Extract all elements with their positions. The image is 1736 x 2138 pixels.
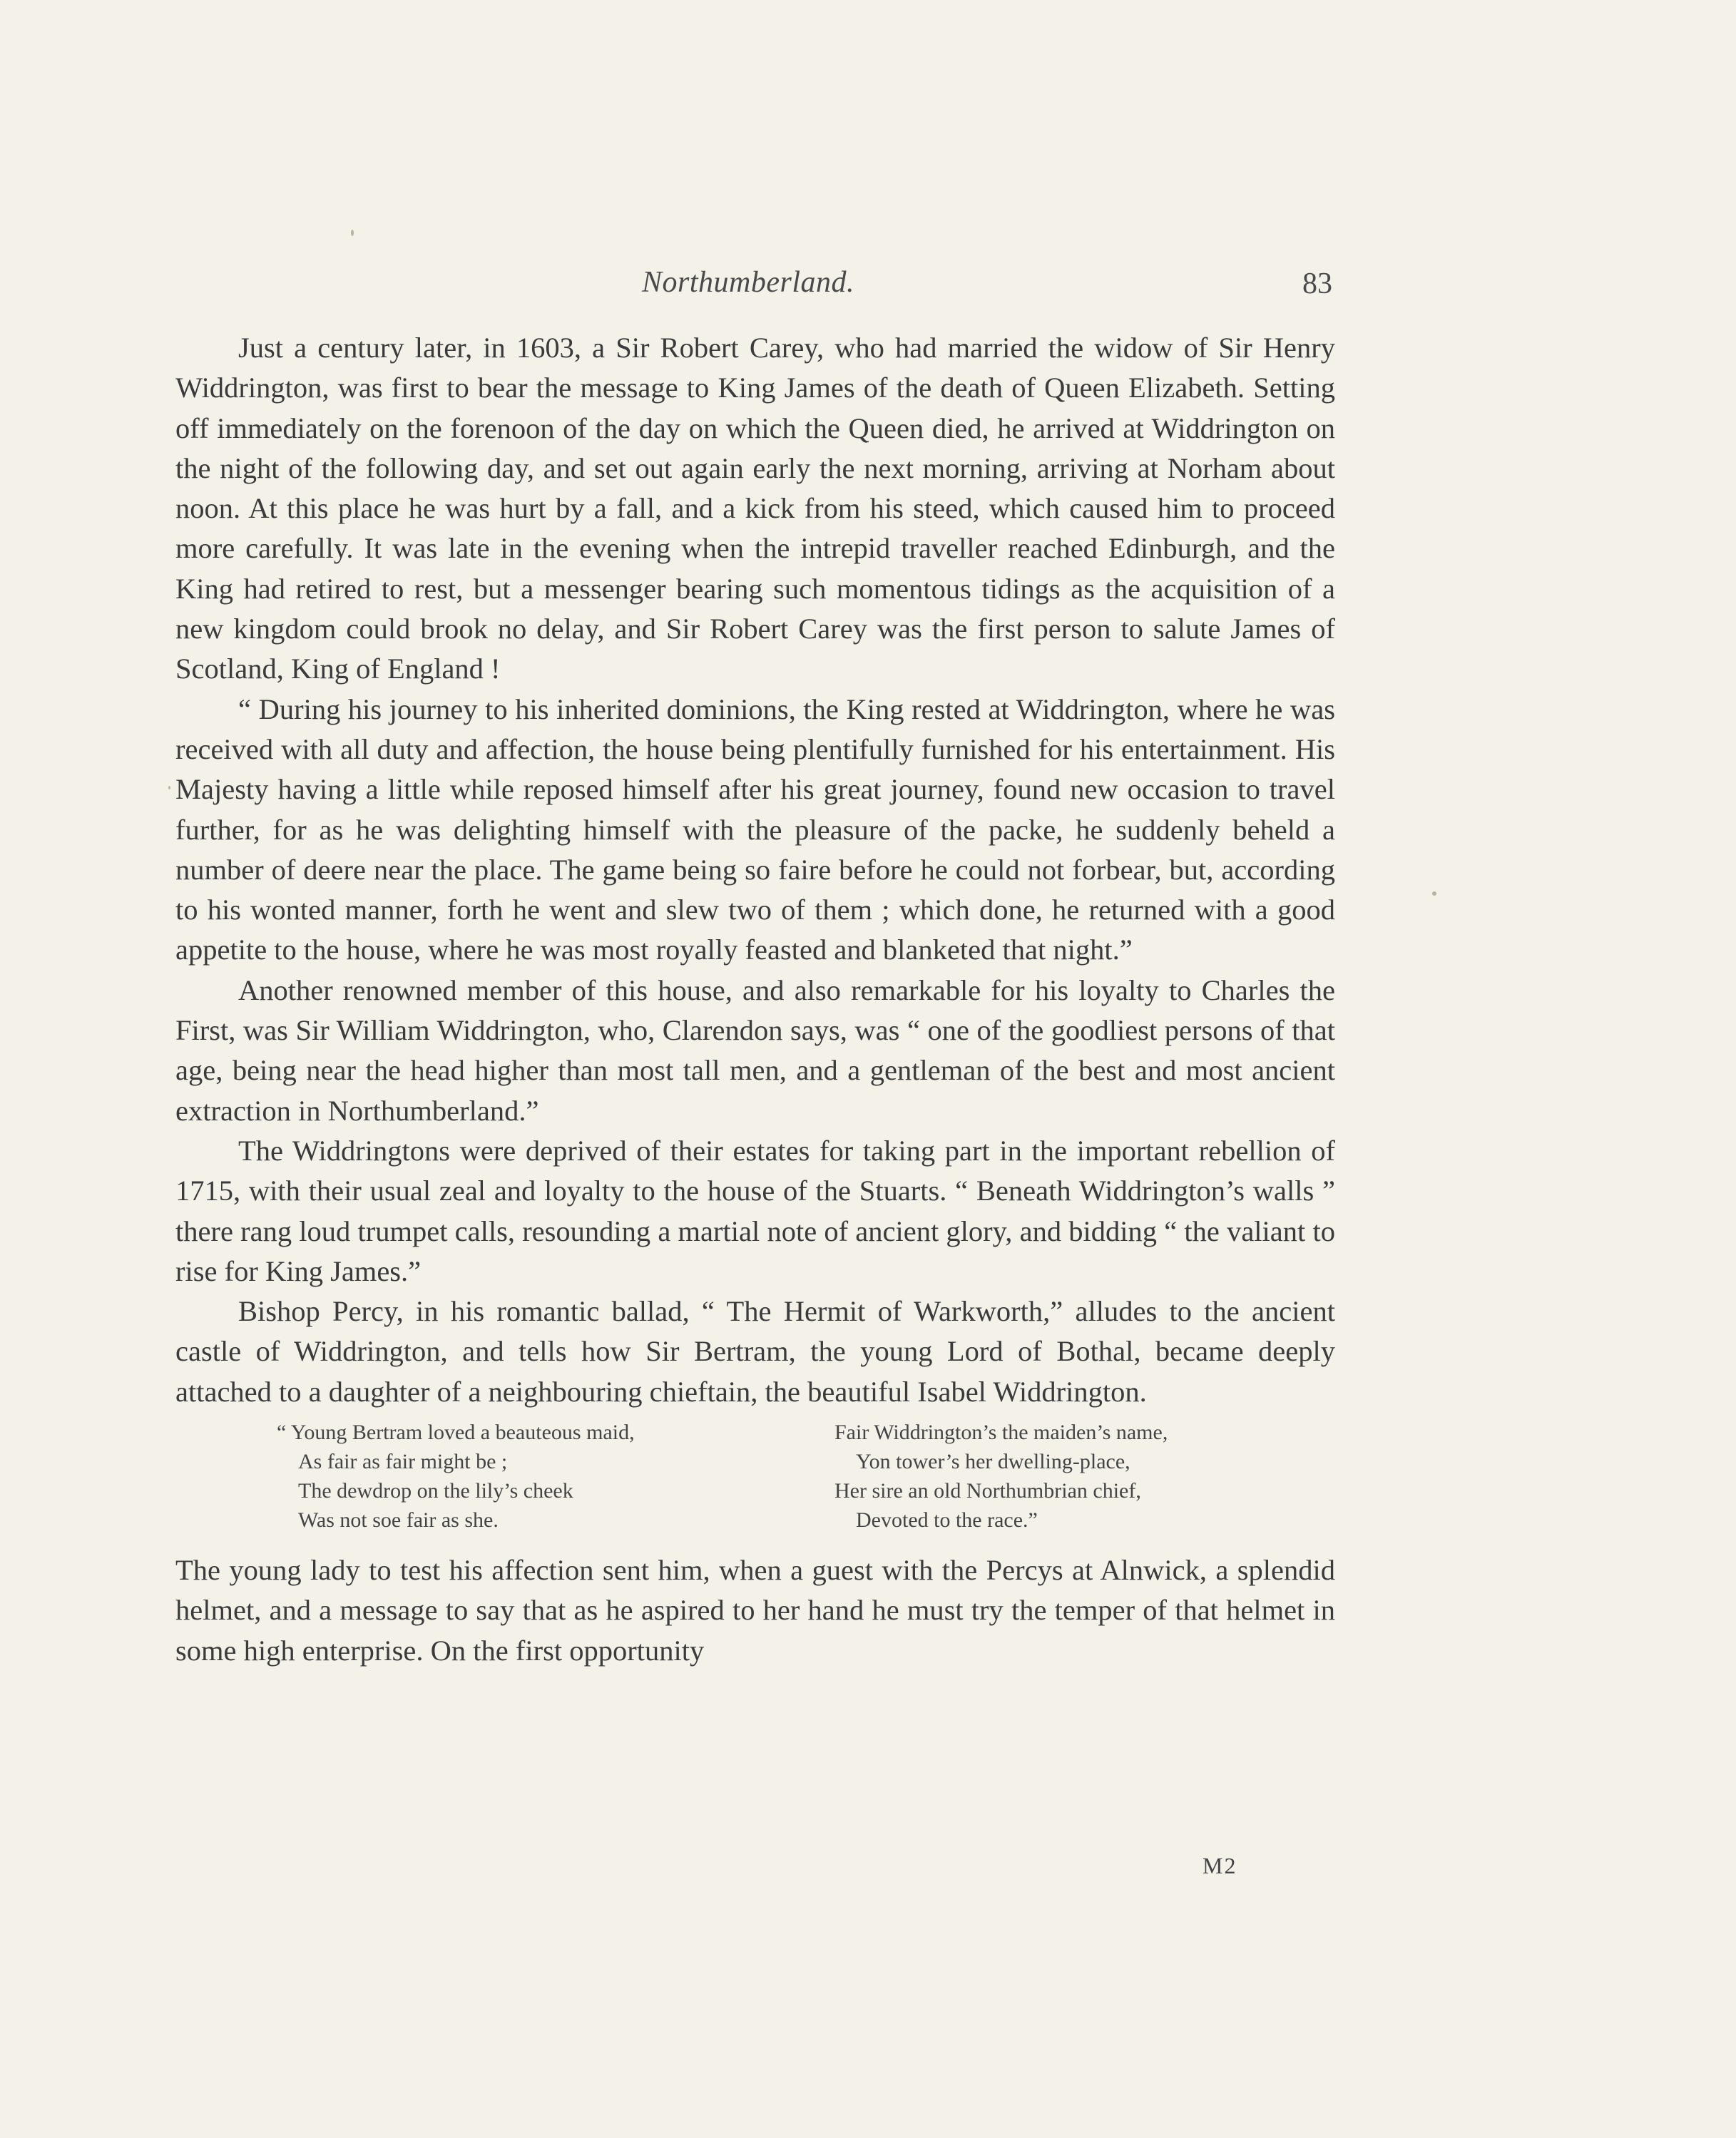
verse-line: “ Young Bertram loved a beauteous maid, [277,1421,635,1445]
paragraph: The Widdringtons were deprived of their estates for taking part in the important rebellion of 1715, with their usual zeal and loyalty to the house of the Stuarts. “ Beneath Widdrington’s walls ” there rang loud trumpet calls, resounding a martial note of ancient glory, and bidding “ the valiant to rise for King James.” [175,1134,1335,1287]
paragraph: “ During his journey to his inherited dominions, the King rested at Widdrington, where he was received with all duty and affection, the house being plentifully furnished for his entertainment. His Majesty having a little while reposed himself after his great journey, found new occasion to travel further, for as he was delighting himself with the pleasure of the packe, he suddenly beheld a number of deere near the place. The game being so faire before he could not forbear, but, according to his wonted manner, forth he went and slew two of them ; which done, he returned with a good appetite to the house, where he was most royally feasted and blanketed that night.” [175,692,1335,966]
paragraph: Bishop Percy, in his romantic ballad, “ The Hermit of Warkworth,” alludes to the ancient castle of Widdrington, and tells how Sir Bertram, the young Lord of Bothal, became deeply attached to a daughter of a neighbouring chieftain, the beautiful Isabel Widdrington. [175,1295,1335,1408]
paragraph: Just a century later, in 1603, a Sir Robert Carey, who had married the widow of Sir Henry Widdrington, was first to bear the message to King James of the death of Queen Elizabeth. Setting off immediately on the forenoon of the day on which the Queen died, he arrived at Widdrington on the night of the following day, and set out again early the next morning, arriving at Norham about noon. At this place he was hurt by a fall, and a kick from his steed, which caused him to proceed more carefully. It was late in the evening when the intrepid traveller reached Edinburgh, and the King had retired to rest, but a messenger bearing such momentous tidings as the acquisition of a new kingdom could brook no delay, and Sir Robert Carey was the first person to salute James of Scotland, King of England ! [175,332,1335,685]
paragraph: Another renowned member of this house, and also remarkable for his loyalty to Charles the First, was Sir William Widdrington, who, Clarendon says, was “ one of the goodliest persons of that age, being near the head higher than most tall men, and a gentleman of the best and most ancient extraction in Northumberland.” [175,973,1335,1127]
running-head: Northumberland. [642,266,855,299]
ballad-verse [175,1418,1335,1546]
verse-stanza-right [834,1418,1168,1535]
page-number: 83 [1302,267,1332,300]
verse-line: Her sire an old Northumbrian chief, [834,1479,1141,1503]
verse-line: Fair Widdrington’s the maiden’s name, [834,1421,1168,1445]
body-text [175,328,1335,1671]
signature-mark: M2 [1203,1853,1237,1878]
verse-line: Was not soe fair as she. [298,1508,499,1533]
verse-stanza-left [277,1418,635,1535]
verse-line: As fair as fair might be ; [298,1450,508,1474]
paper-speck [351,230,354,236]
paragraph: The young lady to test his affection sent him, when a guest with the Percys at Alnwick, a splendid helmet, and a message to say that as he aspired to her hand he must try the temper of that helmet in some high enterprise. On the first opportunity [175,1554,1335,1667]
verse-line: The dewdrop on the lily’s cheek [298,1479,573,1503]
paper-speck [1432,891,1436,896]
verse-line: Yon tower’s her dwelling-place, [856,1450,1130,1474]
paper-speck [168,786,170,789]
verse-line: Devoted to the race.” [856,1508,1038,1533]
